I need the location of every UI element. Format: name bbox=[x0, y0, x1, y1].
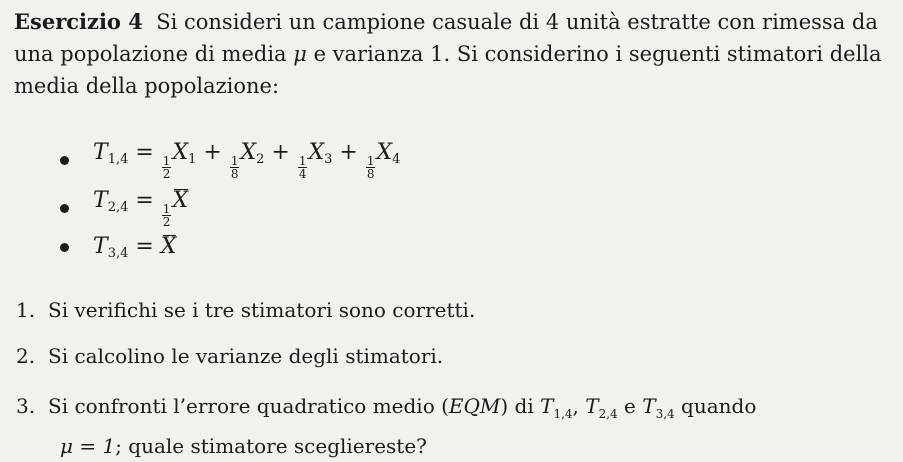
intro-text-3: media della popolazione: bbox=[14, 74, 280, 98]
intro-text-2a: una popolazione di media bbox=[14, 42, 294, 66]
mu-equals-one: μ = 1 bbox=[60, 434, 116, 458]
task-text: Si calcolino le varianze degli stimatori. bbox=[48, 344, 444, 368]
task-number: 1. bbox=[16, 298, 36, 322]
task-text-c: quando bbox=[674, 394, 757, 418]
intro-text-1: Si consideri un campione casuale di 4 unità estratte con rimessa da bbox=[156, 10, 878, 34]
intro-text-2b: e varianza 1. Si considerino i seguenti stimatori della bbox=[306, 42, 882, 66]
eqm-abbrev: EQM bbox=[448, 394, 501, 418]
bullet-icon bbox=[60, 204, 69, 213]
task-text: Si verifichi se i tre stimatori sono corretti. bbox=[48, 298, 476, 322]
task-text-b: ) di bbox=[500, 394, 541, 418]
estimator-formula-3: $T_{3,4} = X$ bbox=[93, 234, 177, 261]
estimator-item-2 bbox=[60, 188, 188, 228]
task-item-3: 3. Si confronti l’errore quadratico medio (EQM) di $T_{1,4}$, $T_{2,4}$ e $T_{3,4}$ quando μ = 1; quale stimatore scegliereste? bbox=[16, 390, 886, 462]
task-item-3-line-2 bbox=[16, 430, 886, 462]
task-text: Si confronti l’errore quadratico medio ( bbox=[48, 394, 449, 418]
estimator-formula-2: $T_{2,4}$ = $\frac{1}{2}$ X bbox=[93, 188, 189, 229]
task-item-2 bbox=[16, 340, 886, 372]
task-item-1 bbox=[16, 294, 886, 326]
estimator-item-3 bbox=[60, 234, 176, 261]
task-number: 2. bbox=[16, 344, 36, 368]
exercise-title: Esercizio 4 bbox=[14, 9, 143, 34]
task-question: ; quale stimatore scegliereste? bbox=[115, 434, 427, 458]
mu-symbol: μ bbox=[293, 42, 307, 66]
exercise-intro bbox=[14, 6, 894, 102]
bullet-icon bbox=[60, 156, 69, 165]
intro-line-2 bbox=[14, 38, 894, 70]
intro-line-3 bbox=[14, 70, 894, 102]
intro-line-1 bbox=[14, 6, 894, 38]
bullet-icon bbox=[60, 243, 69, 252]
estimator-formula-1: $T_{1,4}$ = $\frac{1}{2}$ $X_1$ + $\frac{1}{8}$ $X_2$ + $\frac{1}{4}$ $X_3$ + $\frac{1}{8}$ $X_4$ bbox=[93, 140, 401, 181]
task-number: 3. bbox=[16, 394, 36, 418]
task-and: e bbox=[617, 394, 643, 418]
estimator-item-1 bbox=[60, 140, 400, 180]
